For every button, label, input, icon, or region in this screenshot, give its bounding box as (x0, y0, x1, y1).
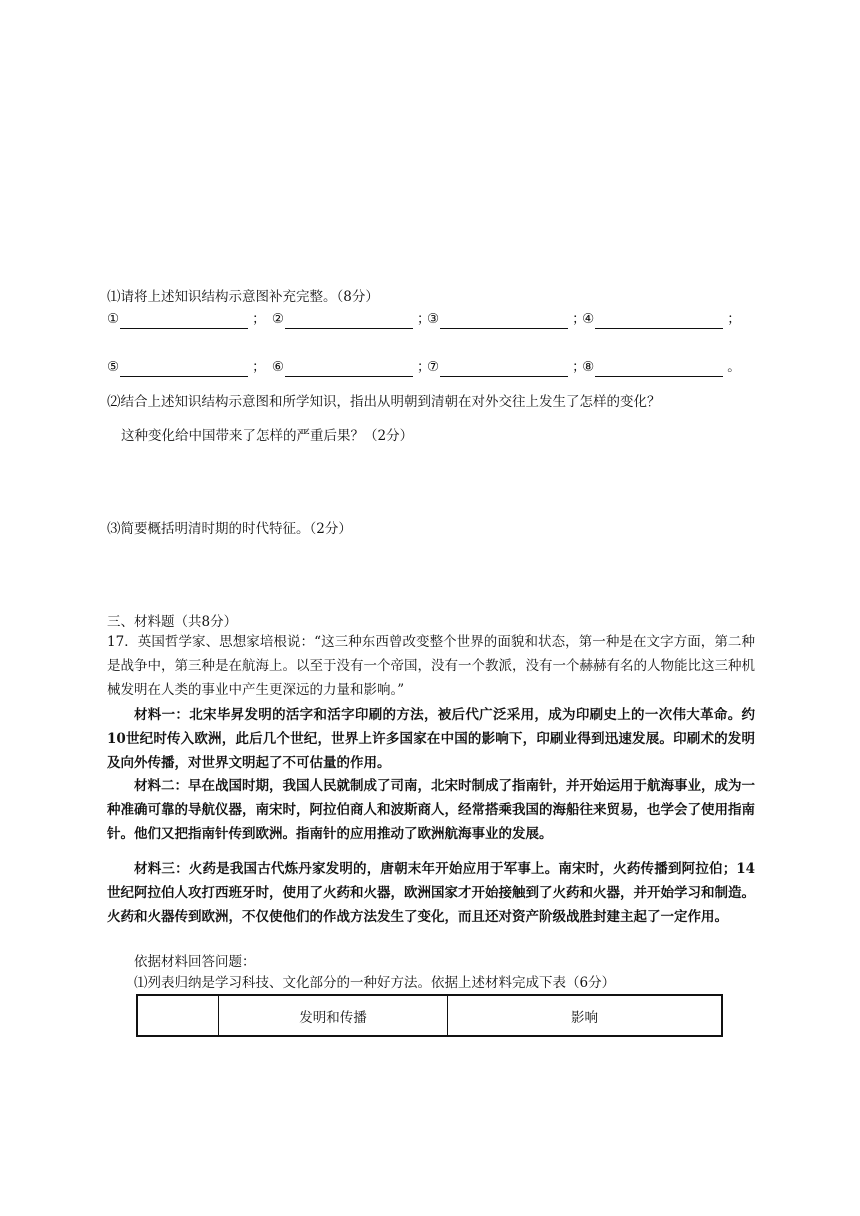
q17-intro: 17．英国哲学家、思想家培根说：“这三种东西曾改变整个世界的面貌和状态，第一种是在文字方面，第二种是战争中，第三种是在航海上。以至于没有一个帝国，没有一个教派，没有一个赫赫有名的人物能比这三种机械发明在人类的事业中产生更深远的力量和影响。” (107, 634, 755, 698)
section-heading: 三、材料题（共8分） (107, 614, 238, 630)
q1-blanks-row-1: ① ； ② ； ③ ； ④ ； (107, 311, 741, 327)
table-row (137, 995, 722, 1036)
q2-line-2: 这种变化给中国带来了怎样的严重后果？（2分） (121, 428, 414, 444)
blank-4[interactable]: ④ (582, 309, 723, 329)
sub-question-1: ⑴列表归纳是学习科技、文化部分的一种好方法。依据上述材料完成下表（6分） (134, 975, 616, 991)
material-2: 材料二：早在战国时期，我国人民就制成了司南，北宋时制成了指南针，并开始运用于航海事业，成为一种准确可靠的导航仪器，南宋时，阿拉伯商人和波斯商人，经常搭乘我国的海船往来贸易，也学会了使用指南针。他们又把指南针传到欧洲。指南针的应用推动了欧洲航海事业的发展。 (107, 778, 755, 842)
q1-prompt: ⑴请将上述知识结构示意图补充完整。（8分） (107, 289, 379, 305)
blank-2[interactable]: ② (272, 309, 413, 329)
blank-8[interactable]: ⑧ (582, 357, 723, 377)
q1-blanks-row-2: ⑤ ； ⑥ ； ⑦ ； ⑧ 。 (107, 359, 741, 375)
blank-6[interactable]: ⑥ (272, 357, 413, 377)
blank-7[interactable]: ⑦ (427, 357, 568, 377)
material-3: 材料三：火药是我国古代炼丹家发明的，唐朝末年开始应用于军事上。南宋时，火药传播到阿拉伯；14世纪阿拉伯人攻打西班牙时，使用了火药和火器，欧洲国家才开始接触到了火药和火器，并开始学习和制造。火药和火器传到欧洲，不仅使他们的作战方法发生了变化，而且还对资产阶级战胜封建主起了一定作用。 (107, 861, 755, 925)
q2-line-1: ⑵结合上述知识结构示意图和所学知识，指出从明朝到清朝在对外交往上发生了怎样的变化？ (107, 394, 661, 410)
q3-text: ⑶简要概括明清时期的时代特征。（2分） (107, 521, 352, 537)
material-1: 材料一：北宋毕昇发明的活字和活字印刷的方法，被后代广泛采用，成为印刷史上的一次伟大革命。约10世纪时传入欧洲，此后几个世纪，世界上许多国家在中国的影响下，印刷业得到迅速发展。印刷术的发明及向外传播，对世界文明起了不可估量的作用。 (107, 707, 755, 771)
blank-1[interactable]: ① (107, 309, 248, 329)
table-header-influence: 影响 (448, 995, 723, 1036)
table-header-invention: 发明和传播 (219, 995, 448, 1036)
answer-prompt: 依据材料回答问题： (134, 954, 256, 970)
answer-table (136, 994, 723, 1037)
blank-3[interactable]: ③ (427, 309, 568, 329)
table-header-blank[interactable] (137, 995, 219, 1036)
blank-5[interactable]: ⑤ (107, 357, 248, 377)
